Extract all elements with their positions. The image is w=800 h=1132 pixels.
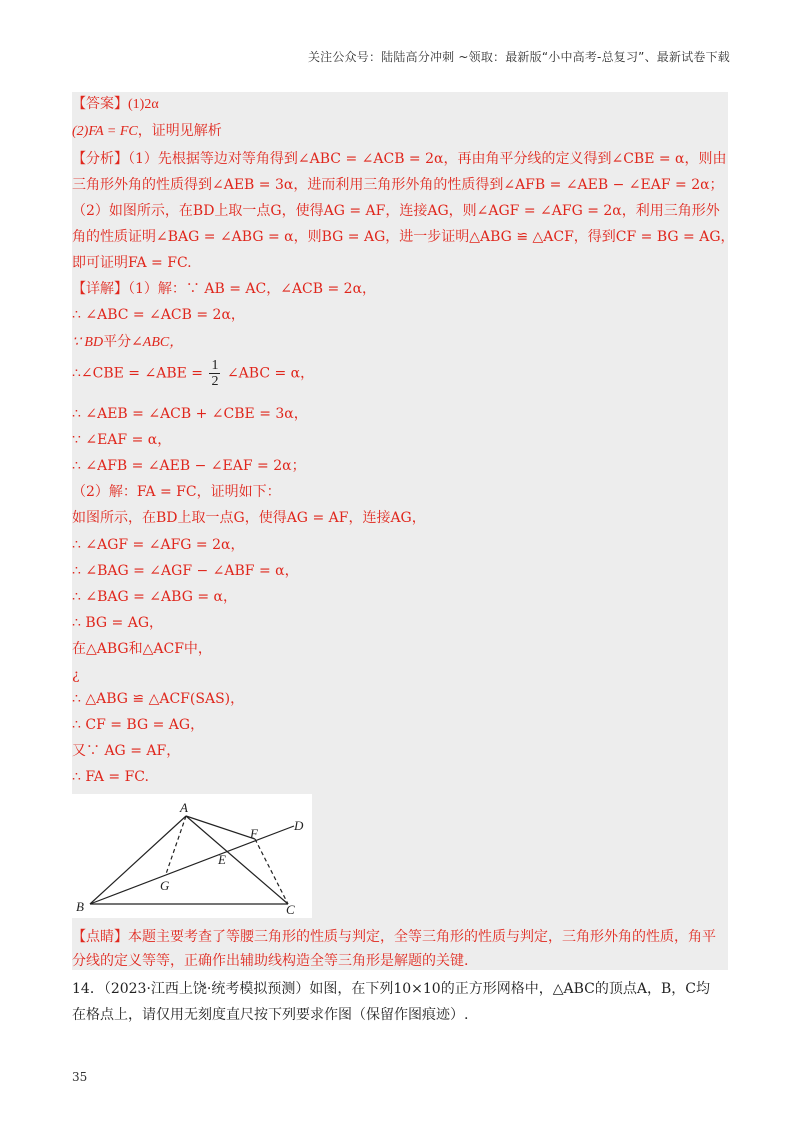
detail-line-6: ∵ ∠EAF = α， — [72, 432, 172, 448]
segment-ba — [90, 816, 186, 904]
page-number: 35 — [72, 1070, 88, 1084]
page-header: 关注公众号：陆陆高分冲刺 ~领取：最新版“小中高考-总复习”、最新试卷下载 — [307, 50, 730, 64]
comment-line-1 — [72, 928, 716, 946]
analysis-line-3: （2）如图所示，在BD上取一点G，使得AG = AF，连接AG，则∠AGF = ∠AFG = 2α，利用三角形外 — [72, 203, 720, 219]
detail-line-15: ¿ — [72, 667, 80, 683]
detail-tag: 【详解】 — [72, 281, 128, 297]
detail-line-16: ∴ △ABG ≌ △ACF(SAS)， — [72, 691, 245, 707]
label-c: C — [286, 902, 295, 917]
detail-l3c: ∠ABC， — [131, 335, 184, 350]
analysis-line-5: 即可证明FA = FC. — [72, 255, 192, 271]
detail-line-14: 在△ABG和△ACF中， — [72, 641, 212, 657]
detail-line-17: ∴ CF = BG = AG， — [72, 717, 205, 733]
detail-line-1 — [72, 280, 376, 298]
analysis-line-4: 角的性质证明∠BAG = ∠ABG = α，则BG = AG，进一步证明△ABG ≌ △ACF，得到CF = BG = AG， — [72, 229, 735, 245]
answer-part2-suffix: ，证明见解析 — [137, 123, 222, 139]
fraction-denominator: 2 — [211, 374, 219, 389]
detail-line-3 — [72, 333, 183, 352]
comment-tag: 【点睛】 — [72, 929, 128, 945]
detail-line-13: ∴ BG = AG， — [72, 615, 164, 631]
detail-line-2: ∴ ∠ABC = ∠ACB = 2α， — [72, 307, 245, 323]
detail-line-18: 又∵ AG = AF， — [72, 743, 181, 759]
answer-tag: 【答案】 — [72, 96, 128, 112]
triangle-diagram — [72, 794, 312, 918]
comment-text-1: 本题主要考查了等腰三角形的性质与判定，全等三角形的性质与判定，三角形外角的性质，角平 — [128, 929, 716, 945]
answer-part2-expr: (2)FA = FC — [72, 124, 138, 139]
fraction-numerator: 1 — [211, 358, 219, 373]
label-f: F — [250, 826, 258, 841]
detail-line-19: ∴ FA = FC. — [72, 769, 149, 785]
answer-line-1 — [72, 95, 159, 114]
detail-line-10: ∴ ∠AGF = ∠AFG = 2α， — [72, 537, 245, 553]
detail-line-5: ∴ ∠AEB = ∠ACB + ∠CBE = 3α， — [72, 406, 308, 422]
detail-line-7: ∴ ∠AFB = ∠AEB − ∠EAF = 2α； — [72, 458, 306, 474]
label-e: E — [218, 852, 226, 867]
question-14-line-2: 在格点上，请仅用无刻度直尺按下列要求作图（保留作图痕迹）. — [72, 1007, 469, 1023]
segment-af — [186, 816, 255, 839]
fraction-one-half — [209, 358, 220, 389]
segment-bd — [90, 826, 294, 904]
answer-part1: (1)2α — [128, 97, 159, 112]
comment-line-2: 分线的定义等等，正确作出辅助线构造全等三角形是解题的关键. — [72, 953, 469, 969]
detail-l4b: ∠ABC = α， — [226, 365, 315, 382]
detail-line-9: 如图所示，在BD上取一点G，使得AG = AF，连接AG， — [72, 510, 426, 526]
question-14-line-1: 14．（2023·江西上饶·统考模拟预测）如图，在下列10×10的正方形网格中，△ABC的顶点A，B，C均 — [72, 981, 710, 997]
detail-l4a: ∴∠CBE = ∠ABE = — [72, 365, 204, 382]
analysis-line-1 — [72, 150, 727, 168]
detail-l3a: ∵ BD — [72, 335, 104, 350]
analysis-tag: 【分析】 — [72, 151, 128, 167]
detail-l3b: 平分 — [103, 334, 132, 350]
detail-line-12: ∴ ∠BAG = ∠ABG = α， — [72, 589, 237, 605]
label-g: G — [160, 878, 170, 893]
detail-text-1: （1）解：∵ AB = AC，∠ACB = 2α， — [128, 281, 377, 297]
label-a: A — [180, 800, 188, 815]
detail-line-11: ∴ ∠BAG = ∠AGF − ∠ABF = α， — [72, 563, 299, 579]
label-d: D — [294, 818, 304, 833]
segment-ac — [186, 816, 288, 904]
analysis-text-1: （1）先根据等边对等角得到∠ABC = ∠ACB = 2α，再由角平分线的定义得到∠CBE = α，则由 — [128, 151, 727, 167]
label-b: B — [76, 899, 84, 914]
analysis-line-2: 三角形外角的性质得到∠AEB = 3α，进而利用三角形外角的性质得到∠AFB = ∠AEB − ∠EAF = 2α； — [72, 177, 724, 193]
answer-line-2 — [72, 122, 222, 141]
detail-line-8: （2）解：FA = FC，证明如下： — [72, 484, 281, 500]
geometry-figure — [72, 794, 312, 918]
detail-line-4 — [72, 358, 314, 389]
segment-fc-dashed — [255, 839, 288, 904]
